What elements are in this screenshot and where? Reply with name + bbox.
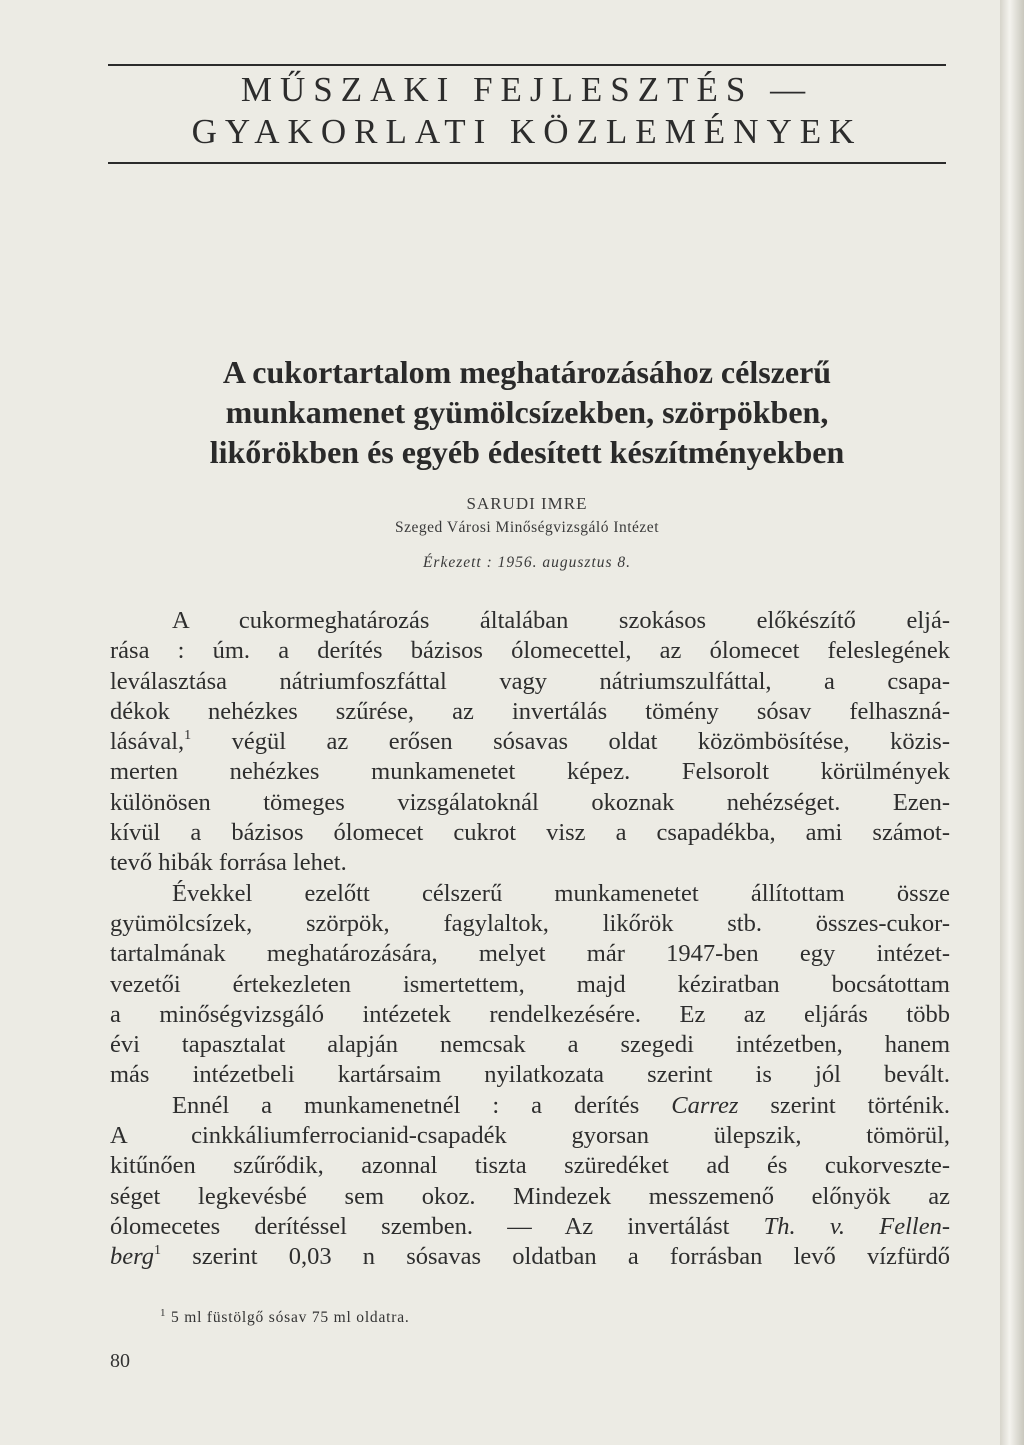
body-line: gyümölcsízek, szörpök, fagylaltok, likőrök stb. összes-cukor- bbox=[110, 909, 950, 937]
body-line: Évekkel ezelőtt célszerű munkamenetet állítottam össze bbox=[172, 879, 950, 907]
article-title-line: A cukortartalom meghatározásához célszerű bbox=[222, 354, 832, 390]
article-title-line: munkamenet gyümölcsízekben, szörpökben, bbox=[225, 394, 829, 430]
author-reference-carrez: Carrez bbox=[671, 1091, 739, 1119]
author-institute: Szeged Városi Minőségvizsgáló Intézet bbox=[395, 519, 659, 536]
body-line: dékok nehézkes szűrése, az invertálás tömény sósav felhaszná- bbox=[110, 697, 950, 725]
body-line: más intézetbeli kartársaim nyilatkozata szerint is jól bevált. bbox=[110, 1061, 950, 1089]
footnote-reference: 1 bbox=[154, 1243, 161, 1259]
author-name: SARUDI IMRE bbox=[466, 494, 588, 513]
header-rule-bottom bbox=[108, 162, 946, 164]
body-text-fragment: szerint történik. bbox=[738, 1091, 950, 1119]
body-line: kívül a bázisos ólomecet cukrot visz a csapadékba, ami számot- bbox=[110, 819, 950, 847]
body-line: A cukormeghatározás általában szokásos előkészítő eljá- bbox=[172, 607, 950, 634]
article-title-line: likőrökben és egyéb édesített készítményekben bbox=[209, 434, 845, 470]
body-line: séget legkevésbé sem okoz. Mindezek messzemenő előnyök az bbox=[110, 1182, 950, 1210]
header-rule-top bbox=[108, 64, 946, 66]
author-reference-fellenberg-cont: berg bbox=[110, 1243, 154, 1271]
body-line: tevő hibák forrása lehet. bbox=[110, 849, 347, 877]
body-line: rása : úm. a derítés bázisos ólomecettel, az ólomecet feleslegének bbox=[110, 637, 950, 665]
body-line: merten nehézkes munkamenetet képez. Felsorolt körülmények bbox=[110, 758, 950, 786]
body-line bbox=[110, 1242, 950, 1272]
body-line: leválasztása nátriumfoszfáttal vagy nátriumszulfáttal, a csapa- bbox=[110, 667, 950, 695]
footnote bbox=[160, 1309, 410, 1327]
footnote-text: 5 ml füstölgő sósav 75 ml oldatra. bbox=[171, 1309, 410, 1326]
footnote-mark: 1 bbox=[160, 1307, 167, 1319]
page-edge bbox=[1000, 0, 1024, 1445]
body-text-fragment: Ennél a munkamenetnél : a derítés bbox=[172, 1091, 672, 1119]
body-line: a minőségvizsgáló intézetek rendelkezésére. Ez az eljárás több bbox=[110, 1000, 950, 1028]
body-line: kitűnően szűrődik, azonnal tiszta szüredéket ad és cukorveszte- bbox=[110, 1152, 950, 1180]
body-line: tartalmának meghatározására, melyet már 1947-ben egy intézet- bbox=[110, 940, 950, 968]
body-line bbox=[110, 727, 950, 757]
body-text-fragment: szerint 0,03 n sósavas oldatban a forrásban levő vízfürdő bbox=[161, 1243, 950, 1271]
received-date: Érkezett : 1956. augusztus 8. bbox=[422, 554, 632, 571]
article-title bbox=[108, 352, 946, 472]
body-text-fragment: ólomecetes derítéssel szemben. — Az invertálást bbox=[110, 1212, 764, 1240]
body-text-fragment: végül az erősen sósavas oldat közömbösítése, közis- bbox=[191, 728, 950, 756]
section-header-line1: MŰSZAKI FEJLESZTÉS — bbox=[240, 70, 814, 109]
body-line: vezetői értekezleten ismertettem, majd kéziratban bocsátottam bbox=[110, 970, 950, 998]
body-line bbox=[110, 1212, 950, 1242]
body-line: különösen tömeges vizsgálatoknál okoznak nehézséget. Ezen- bbox=[110, 788, 950, 816]
body-line: A cinkkáliumferrocianid-csapadék gyorsan ülepszik, tömörül, bbox=[110, 1122, 950, 1150]
body-line: évi tapasztalat alapján nemcsak a szegedi intézetben, hanem bbox=[110, 1031, 950, 1059]
body-line bbox=[110, 1091, 950, 1121]
body-text-fragment: lásával, bbox=[110, 728, 185, 756]
section-header-line2: GYAKORLATI KÖZLEMÉNYEK bbox=[191, 112, 863, 151]
footnote-reference: 1 bbox=[184, 728, 192, 744]
article-body bbox=[110, 606, 950, 1273]
author-reference-fellenberg: Th. v. Fellen- bbox=[763, 1212, 950, 1240]
page-number: 80 bbox=[110, 1350, 130, 1372]
